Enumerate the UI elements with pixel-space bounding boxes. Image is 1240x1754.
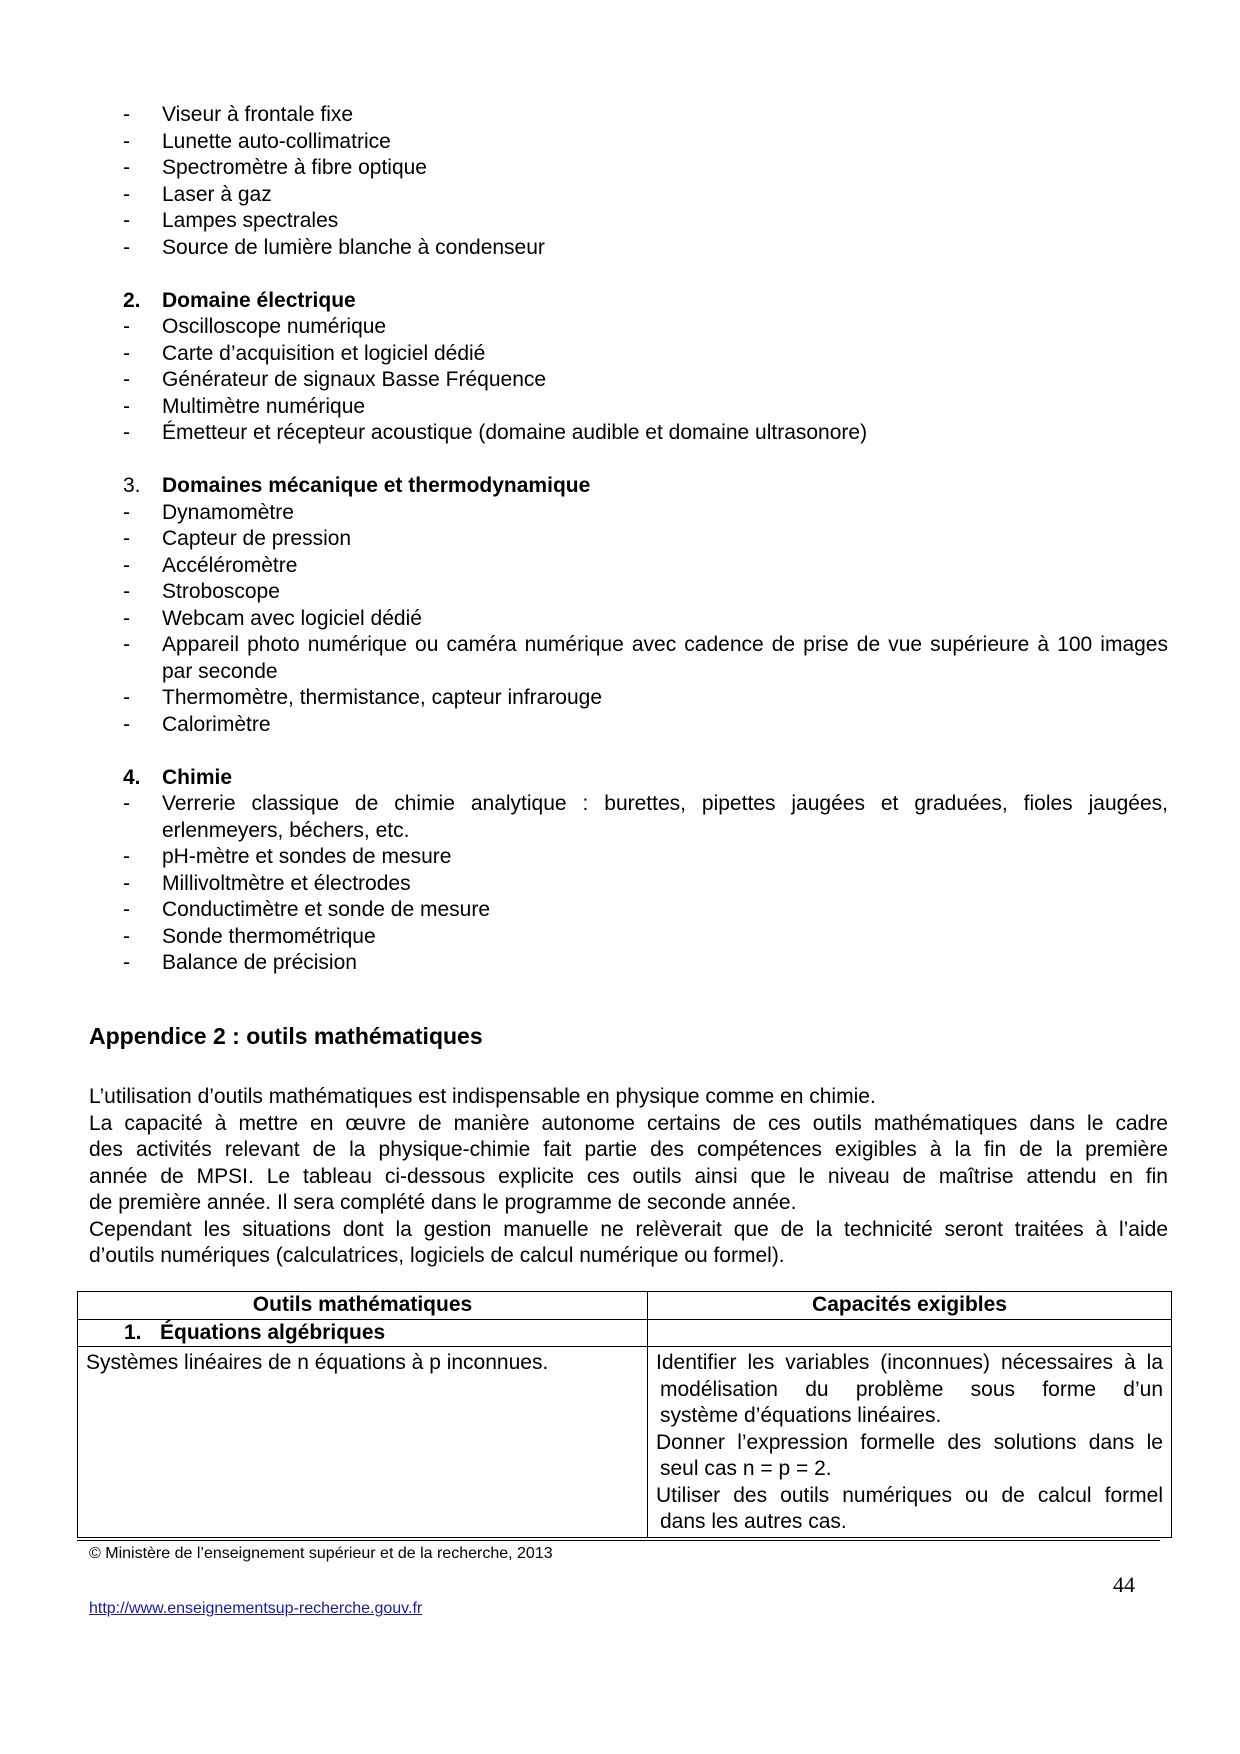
list-item: - Calorimètre — [123, 712, 271, 736]
table-section-row — [78, 1319, 1172, 1347]
table-header-row — [78, 1292, 1172, 1320]
equipment-lists — [123, 102, 1168, 977]
electrique-list — [123, 314, 1168, 447]
list-item: - Lampes spectrales — [123, 209, 339, 232]
math-tools-table — [77, 1291, 1172, 1538]
list-item: - Capteur de pression — [123, 527, 352, 550]
page-number: 44 — [1113, 1572, 1135, 1597]
list-item: - Millivoltmètre et électrodes — [123, 871, 411, 895]
list-item: - Balance de précision — [123, 951, 357, 974]
footer-copyright: © Ministère de l’enseignement supérieur et de la recherche, 2013 — [89, 1545, 553, 1562]
list-item: - Appareil photo numérique ou caméra numérique avec cadence de prise de vue supérieure à 100 images par seconde — [123, 633, 1168, 683]
table-empty-cell — [648, 1319, 1172, 1347]
appendix-intro-paragraph: L’utilisation d’outils mathématiques est indispensable en physique comme en chimie. La capacité à mettre en œuvre de manière autonome certains de ces outils mathématiques dans le cadre des activités relevant de la physique-chimie fait partie des compétences exigibles à la fin de la première année de MPSI. Le tableau ci-dessous explicite ces outils ainsi que le niveau de maîtrise attendu en fin de première année. Il sera complété dans le programme de seconde année. Cependant les situations dont la gestion manuelle ne relèverait que de la technicité seront traitées à l’aide d’outils numériques (calculatrices, logiciels de calcul numérique ou formel). — [89, 1085, 1168, 1267]
list-item: - Dynamomètre — [123, 500, 294, 524]
list-item: - Accéléromètre — [123, 553, 298, 577]
table-cell-outil: Systèmes linéaires de n équations à p inconnues. — [78, 1347, 648, 1538]
section-heading-chimie: 4. Chimie — [123, 765, 233, 789]
optics-list — [123, 102, 1168, 261]
list-item: - Oscilloscope numérique — [123, 315, 387, 338]
footer-divider — [77, 1540, 1160, 1541]
list-item: - Conductimètre et sonde de mesure — [123, 898, 491, 921]
list-item: - Sonde thermométrique — [123, 924, 376, 948]
section-heading-electrique: 2. Domaine électrique — [123, 288, 356, 312]
footer-website-link[interactable]: http://www.enseignementsup-recherche.gouv.fr — [89, 1600, 423, 1617]
list-item: - Verrerie classique de chimie analytique : burettes, pipettes jaugées et graduées, fioles jaugées, erlenmeyers, béchers, etc. — [123, 792, 1168, 842]
table-row — [78, 1347, 1172, 1538]
list-item: - Multimètre numérique — [123, 394, 366, 418]
table-section-cell: 1. Équations algébriques — [78, 1319, 648, 1347]
list-item: - Webcam avec logiciel dédié — [123, 606, 422, 630]
list-item: - Carte d’acquisition et logiciel dédié — [123, 341, 486, 365]
appendix-title: Appendice 2 : outils mathématiques — [89, 1023, 483, 1049]
list-item: - Laser à gaz — [123, 182, 272, 206]
list-item: - Lunette auto-collimatrice — [123, 129, 391, 153]
list-item: - Thermomètre, thermistance, capteur infrarouge — [123, 686, 603, 709]
table-header-outils: Outils mathématiques — [78, 1292, 648, 1320]
list-item: - pH-mètre et sondes de mesure — [123, 845, 452, 868]
list-item: - Générateur de signaux Basse Fréquence — [123, 368, 547, 391]
list-item: - Stroboscope — [123, 580, 280, 603]
table-header-capacites: Capacités exigibles — [648, 1292, 1172, 1320]
mecanique-list — [123, 500, 1168, 739]
list-item: - Viseur à frontale fixe — [123, 103, 354, 126]
list-item: - Émetteur et récepteur acoustique (domaine audible et domaine ultrasonore) — [123, 421, 868, 444]
list-item: - Spectromètre à fibre optique — [123, 156, 427, 179]
list-item: - Source de lumière blanche à condenseur — [123, 235, 545, 259]
table-cell-capacites: Identifier les variables (inconnues) nécessaires à la modélisation du problème sous forme d’un système d’équations linéaires. Donner l’expression formelle des solutions dans le seul cas n = p = 2. Utiliser des outils numériques ou de calcul formel dans les autres cas. — [648, 1347, 1172, 1538]
section-heading-mecanique: 3. Domaines mécanique et thermodynamique — [123, 474, 591, 497]
chimie-list — [123, 791, 1168, 977]
